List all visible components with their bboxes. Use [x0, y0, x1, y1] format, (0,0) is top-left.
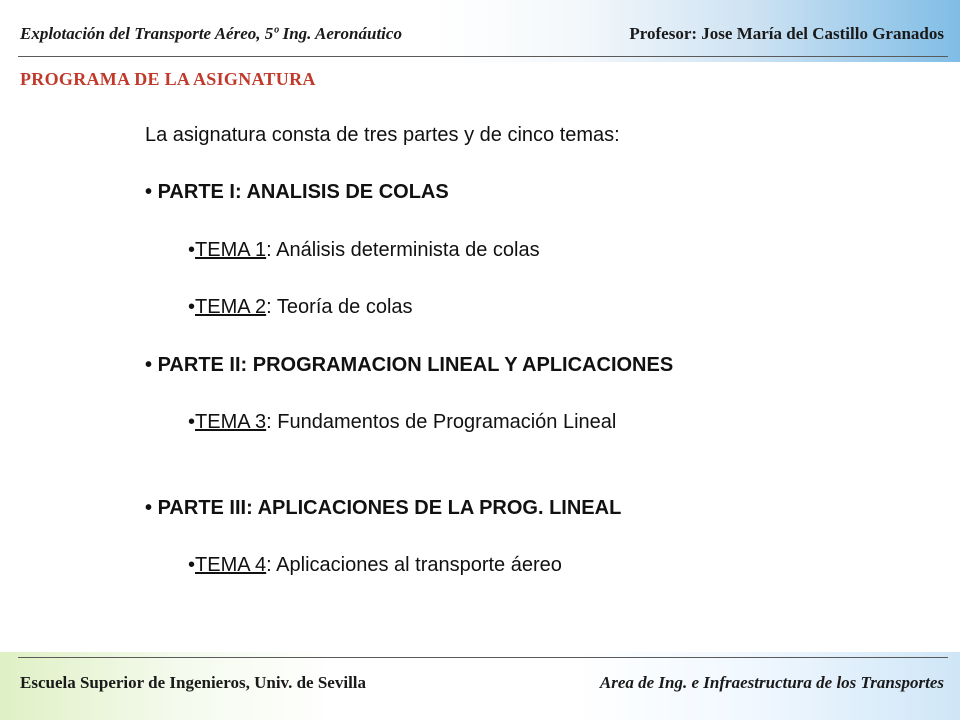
tema-2	[188, 296, 413, 319]
header-divider	[18, 56, 948, 57]
header-course: Explotación del Transporte Aéreo, 5º Ing. Aeronáutico	[20, 24, 402, 43]
tema-1	[188, 239, 540, 262]
intro-text: La asignatura consta de tres partes y de cinco temas:	[145, 124, 620, 146]
part-3-label: PARTE III: APLICACIONES DE LA PROG. LINEAL	[157, 497, 622, 519]
part-2	[145, 354, 673, 377]
bullet: •	[188, 296, 196, 318]
part-2-label: PARTE II: PROGRAMACION LINEAL Y APLICACIONES	[157, 354, 674, 376]
tema-3-text: : Fundamentos de Programación Lineal	[266, 411, 617, 433]
bullet: •	[188, 554, 196, 576]
tema-4	[188, 554, 562, 577]
part-1	[145, 181, 449, 204]
bullet: •	[188, 239, 196, 261]
tema-3	[188, 411, 616, 434]
bullet: •	[145, 181, 153, 203]
footer-divider	[18, 657, 948, 658]
footer-department: Area de Ing. e Infraestructura de los Transportes	[599, 673, 944, 692]
page-title: PROGRAMA DE LA ASIGNATURA	[20, 69, 316, 89]
part-3	[145, 497, 621, 520]
part-1-label: PARTE I: ANALISIS DE COLAS	[157, 181, 449, 203]
tema-3-link[interactable]: TEMA 3	[195, 411, 267, 433]
header-professor: Profesor: Jose María del Castillo Granados	[629, 24, 944, 43]
tema-4-link[interactable]: TEMA 4	[195, 554, 267, 576]
footer-school: Escuela Superior de Ingenieros, Univ. de Sevilla	[20, 673, 367, 692]
bullet: •	[145, 497, 153, 519]
tema-2-text: : Teoría de colas	[266, 296, 413, 318]
tema-2-link[interactable]: TEMA 2	[195, 296, 267, 318]
bullet: •	[188, 411, 196, 433]
tema-1-link[interactable]: TEMA 1	[195, 239, 267, 261]
tema-1-text: : Análisis determinista de colas	[266, 239, 540, 261]
bullet: •	[145, 354, 153, 376]
tema-4-text: : Aplicaciones al transporte áereo	[266, 554, 562, 576]
